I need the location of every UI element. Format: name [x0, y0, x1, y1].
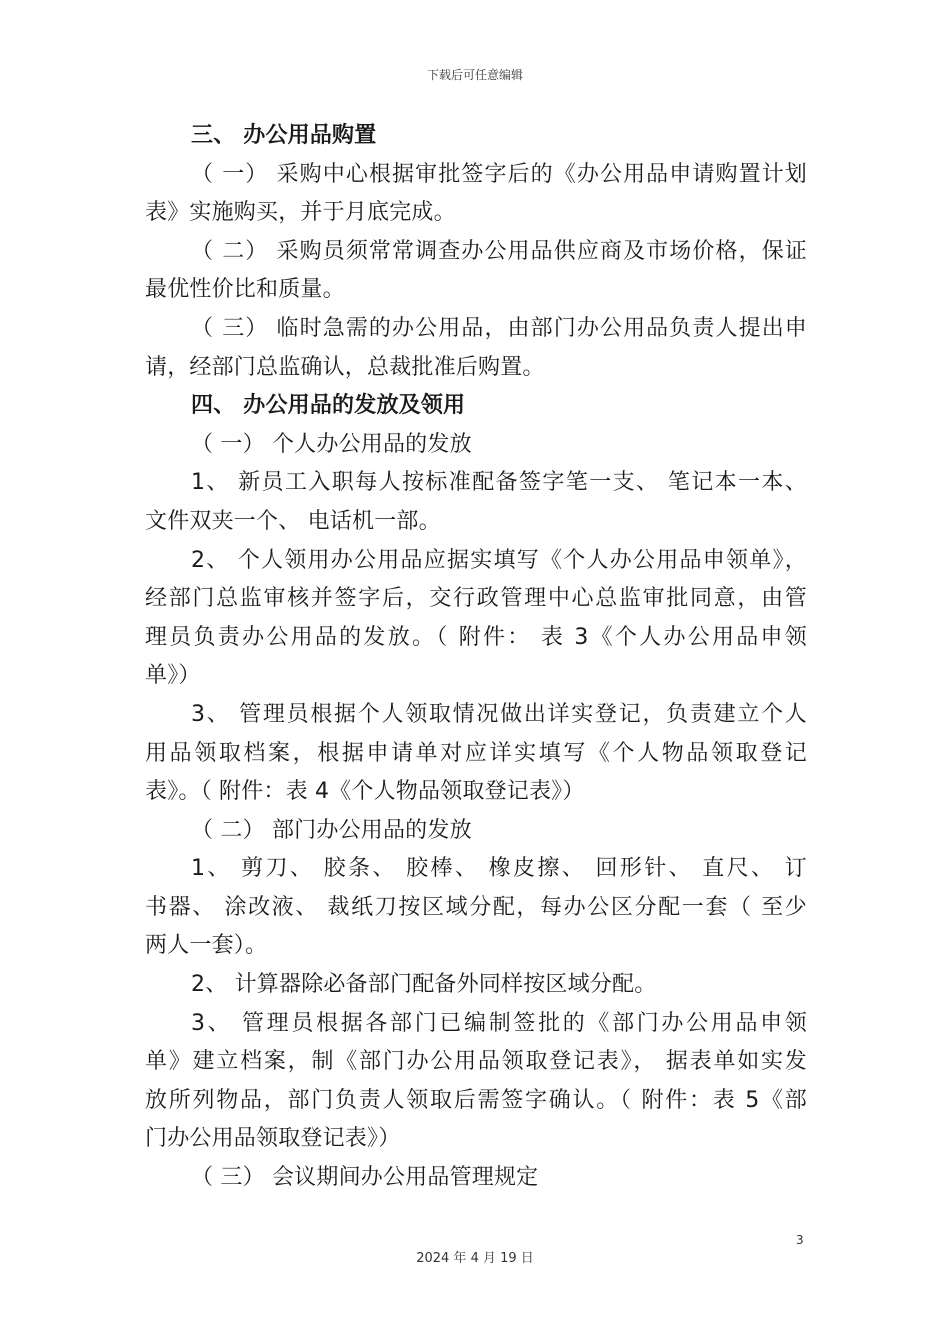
paragraph-line: 放所列物品，部门负责人领取后需签字确认。（ 附件：表 5《部 [145, 1087, 807, 1113]
paragraph-line: （ 一） 采购中心根据审批签字后的《办公用品申请购置计划 [191, 161, 807, 187]
section-heading: 四、 办公用品的发放及领用 [191, 393, 466, 419]
paragraph-line: 书器、 涂改液、 裁纸刀按区域分配，每办公区分配一套（ 至少 [145, 894, 807, 920]
section-heading: 三、 办公用品购置 [191, 123, 377, 148]
document-body [145, 117, 807, 1198]
paragraph-line: 理员负责办公用品的发放。（ 附件： 表 3《个人办公用品申领 [145, 624, 807, 650]
paragraph-line: 最优性价比和质量。 [145, 277, 345, 303]
header-note: 下载后可任意编辑 [426, 68, 523, 82]
paragraph-line: （ 二） 采购员须常常调查办公用品供应商及市场价格，保证 [191, 238, 807, 264]
paragraph-line: 3、 管理员根据各部门已编制签批的《部门办公用品申领 [191, 1010, 807, 1036]
paragraph-line: 单》） [145, 663, 201, 689]
paragraph-line: 3、 管理员根据个人领取情况做出详实登记，负责建立个人 [191, 701, 807, 727]
paragraph-line: 单》建立档案，制《部门办公用品领取登记表》， 据表单如实发 [145, 1049, 807, 1075]
paragraph-line: （ 三） 临时急需的办公用品，由部门办公用品负责人提出申 [191, 315, 807, 341]
subsection-heading: （ 三） 会议期间办公用品管理规定 [191, 1165, 539, 1191]
paragraph-line: 门办公用品领取登记表》） [145, 1126, 401, 1152]
paragraph-line: 文件双夹一个、 电话机一部。 [145, 508, 441, 534]
paragraph-line: 表》实施购买，并于月底完成。 [145, 200, 456, 226]
paragraph-line: 经部门总监审核并签字后，交行政管理中心总监审批同意，由管 [145, 586, 807, 612]
paragraph-line: 两人一套）。 [145, 933, 268, 959]
paragraph-line: 请，经部门总监确认，总裁批准后购置。 [145, 354, 545, 380]
subsection-heading: （ 一） 个人办公用品的发放 [191, 431, 472, 457]
footer-date: 2024 年 4 月 19 日 [416, 1251, 534, 1266]
paragraph-line: 2、 计算器除必备部门配备外同样按区域分配。 [191, 972, 657, 998]
page-number: 3 [796, 1233, 804, 1247]
paragraph-line: 用品领取档案，根据申请单对应详实填写《个人物品领取登记 [145, 740, 807, 766]
paragraph-line: 1、 新员工入职每人按标准配备签字笔一支、 笔记本一本、 [191, 470, 807, 496]
paragraph-line: 表》。（ 附件：表 4《个人物品领取登记表》） [145, 779, 585, 805]
paragraph-line: 1、 剪刀、 胶条、 胶棒、 橡皮擦、 回形针、 直尺、 订 [191, 856, 807, 882]
paragraph-line: 2、 个人领用办公用品应据实填写《个人办公用品申领单》， [191, 547, 807, 573]
subsection-heading: （ 二） 部门办公用品的发放 [191, 817, 472, 843]
